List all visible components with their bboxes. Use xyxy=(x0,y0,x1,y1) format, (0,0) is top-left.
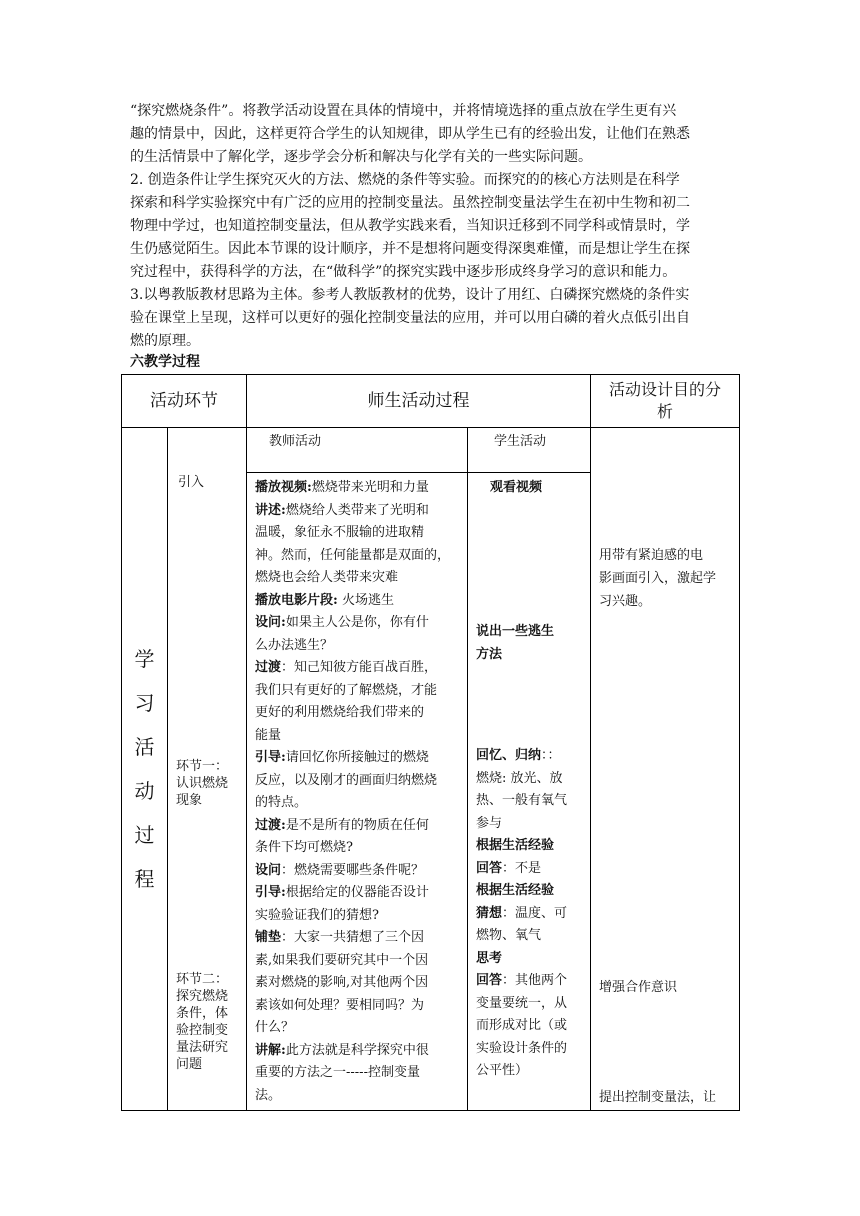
purpose-line: 影画面引入，激起学 xyxy=(599,571,717,586)
line-text: 变量要统一，从 xyxy=(476,995,568,1011)
vertical-label-char: 习 xyxy=(134,691,155,715)
purpose-control-variable: 提出控制变量法，让 xyxy=(599,1090,717,1105)
line-text: ：不是 xyxy=(502,860,542,876)
paragraph-line: 验在课堂上呈现，这样可以更好的强化控制变量法的应用，并可以用白磷的着火点低引出自 xyxy=(130,310,690,326)
header-process: 师生活动过程 xyxy=(247,375,591,428)
bold-keyword: 过渡: xyxy=(255,817,286,833)
subheader-student: 学生活动 xyxy=(494,434,547,449)
header-purpose: 活动设计目的分 析 xyxy=(591,375,740,428)
process-column xyxy=(247,428,591,1111)
line-text: ：大家一共猜想了三个因 xyxy=(281,930,425,945)
paragraph-line: 物理中学过，也知道控制变量法，但从教学实践来看，当知识迁移到不同学科或情景时，学 xyxy=(130,218,690,234)
line-text: 什么？ xyxy=(255,1020,295,1035)
stage-column xyxy=(168,428,246,1110)
line-text: ：知己知彼方能百战百胜， xyxy=(281,660,438,675)
text-line xyxy=(476,858,567,881)
stage-line: 探究燃烧 xyxy=(176,989,229,1004)
line-text: 此方法就是科学探究中很 xyxy=(285,1042,429,1058)
stage-line: 验控制变 xyxy=(176,1023,229,1038)
vertical-label-char: 学 xyxy=(134,647,155,671)
stage-intro: 引入 xyxy=(178,475,205,490)
line-text: 根据给定的仪器能否设计 xyxy=(285,885,429,900)
text-line xyxy=(255,1085,463,1108)
purpose-line: 用带有紧迫感的电 xyxy=(599,548,704,563)
line-text: 素,如果我们要研究其中一个因 xyxy=(255,952,429,968)
paragraph-line: 燃的原理。 xyxy=(130,333,200,349)
bold-keyword: 讲解: xyxy=(255,1042,286,1058)
vertical-label-cell xyxy=(122,428,168,1110)
line-text: ：温度、可 xyxy=(502,905,568,921)
text-line xyxy=(476,1015,567,1038)
student-watch: 观看视频 xyxy=(490,480,543,495)
text-line xyxy=(476,745,567,768)
stage-line: 问题 xyxy=(176,1057,203,1072)
line-text: 更好的利用燃烧给我们带来的 xyxy=(255,705,425,720)
bold-keyword: 播放电影片段: xyxy=(255,592,338,608)
line-text: 燃烧带来光明和力量 xyxy=(311,480,429,495)
line-text: 温暖，象征永不服输的进取精 xyxy=(255,525,425,540)
text-line xyxy=(255,860,463,883)
escape-line: 方法 xyxy=(476,646,503,662)
text-line xyxy=(255,770,463,793)
text-line xyxy=(255,972,463,995)
stage-two xyxy=(176,971,228,1073)
text-line xyxy=(255,657,463,680)
teaching-process-table xyxy=(121,374,740,1111)
vertical-label xyxy=(135,637,155,901)
text-line xyxy=(255,500,463,523)
text-line xyxy=(255,927,463,950)
bold-keyword: 设问: xyxy=(255,615,286,630)
text-line xyxy=(255,792,463,815)
text-line xyxy=(255,882,463,905)
text-line xyxy=(255,590,463,613)
teacher-activity-cell xyxy=(247,473,468,1110)
line-text: 的特点。 xyxy=(255,795,308,810)
text-line xyxy=(255,905,463,928)
table-header-row xyxy=(122,375,740,428)
bold-keyword: 回答 xyxy=(476,860,503,876)
line-text: ：燃烧需要哪些条件呢？ xyxy=(281,862,425,878)
line-text: 能量 xyxy=(255,727,282,743)
line-text: 燃烧: 放光、放 xyxy=(476,770,563,786)
paragraph-line: 生仍感觉陌生。因此本节课的设计顺序，并不是想将问题变得深奥难懂，而是想让学生在探 xyxy=(130,241,690,257)
text-line xyxy=(255,995,463,1018)
line-text: 反应，以及刚才的画面归纳燃烧 xyxy=(255,772,438,788)
text-line xyxy=(255,837,463,860)
vertical-label-char: 程 xyxy=(134,867,155,891)
purpose-line: 习兴趣。 xyxy=(599,594,652,609)
line-text: 么办法逃生？ xyxy=(255,637,334,653)
text-line xyxy=(255,635,463,658)
text-line xyxy=(476,813,567,836)
text-line xyxy=(255,522,463,545)
bold-keyword: 根据生活经验 xyxy=(476,838,555,853)
text-line xyxy=(476,880,567,903)
stage-line: 量法研究 xyxy=(176,1040,229,1055)
text-line xyxy=(476,1038,567,1061)
line-text: 神。然而，任何能量都是双面的， xyxy=(255,547,451,563)
text-line xyxy=(255,545,463,568)
stage-one xyxy=(176,758,228,809)
stage-line: 环节一： xyxy=(176,759,229,774)
bold-keyword: 过渡 xyxy=(255,660,282,675)
stage-line: 认识燃烧 xyxy=(176,776,229,791)
paragraph-line: 趣的情景中，因此，这样更符合学生的认知规律，即从学生已有的经验出发，让他们在熟悉 xyxy=(130,126,690,142)
bold-keyword: 讲述: xyxy=(255,502,286,518)
line-text: 我们只有更好的了解燃烧，才能 xyxy=(255,682,438,698)
vertical-label-char: 过 xyxy=(134,823,155,847)
text-line xyxy=(255,680,463,703)
student-recall xyxy=(476,745,567,1083)
line-text: 条件下均可燃烧? xyxy=(255,840,353,855)
student-activity-cell xyxy=(468,473,590,1110)
section-heading: 六教学过程 xyxy=(130,354,200,370)
subheader-teacher: 教师活动 xyxy=(247,428,468,472)
activity-column xyxy=(122,428,247,1111)
line-text: 实验验证我们的猜想? xyxy=(255,907,379,923)
bold-keyword: 引导: xyxy=(255,885,286,900)
bold-keyword: 铺垫 xyxy=(255,930,282,945)
text-line xyxy=(255,1017,463,1040)
text-line xyxy=(476,768,567,791)
line-text: 火场逃生 xyxy=(337,592,394,608)
line-text: 燃烧给人类带来了光明和 xyxy=(285,502,429,518)
table-body-row xyxy=(122,428,740,1111)
text-line xyxy=(255,1040,463,1063)
text-line xyxy=(255,612,463,635)
purpose-intro xyxy=(599,544,716,613)
line-text: 是不是所有的物质在任何 xyxy=(285,817,429,833)
text-line xyxy=(255,477,463,500)
paragraph-line: “探究燃烧条件”。将教学活动设置在具体的情境中，并将情境选择的重点放在学生更有兴 xyxy=(130,103,677,119)
text-line xyxy=(476,790,567,813)
line-text: 实验设计条件的 xyxy=(476,1040,568,1056)
line-text: 燃物、氧气 xyxy=(476,928,542,943)
paragraph-line: 究过程中，获得科学的方法，在“做科学”的探究实践中逐步形成终身学习的意识和能力。 xyxy=(130,264,677,280)
paragraph-line: 探索和科学实验探究中有广泛的应用的控制变量法。虽然控制变量法学生在初中生物和初二 xyxy=(130,195,690,211)
escape-line: 说出一些逃生 xyxy=(476,624,555,639)
vertical-label-char: 动 xyxy=(134,779,155,803)
stage-line: 环节二： xyxy=(176,972,229,987)
text-line xyxy=(476,993,567,1016)
text-line xyxy=(255,702,463,725)
purpose-column xyxy=(591,428,740,1111)
line-text: 参与 xyxy=(476,815,503,831)
bold-keyword: 思考 xyxy=(476,950,503,966)
line-text: 请回忆你所接触过的燃烧 xyxy=(285,750,429,765)
paragraph-line: 的生活情景中了解化学，逐步学会分析和解决与化学有关的一些实际问题。 xyxy=(130,149,592,165)
bold-keyword: 设问 xyxy=(255,862,282,878)
line-text: ：其他两个 xyxy=(502,973,568,988)
text-line xyxy=(255,815,463,838)
paragraph-line: 3.以粤教版教材思路为主体。参考人教版教材的优势，设计了用红、白磷探究燃烧的条件实 xyxy=(130,287,690,303)
text-line xyxy=(255,747,463,770)
line-text: 而形成对比（或 xyxy=(476,1018,568,1033)
line-text: 素对燃烧的影响,对其他两个因 xyxy=(255,975,429,990)
text-line xyxy=(476,835,567,858)
line-text: 如果主人公是你，你有什 xyxy=(285,615,429,630)
paragraph-line: 2. 创造条件让学生探究灭火的方法、燃烧的条件等实验。而探究的的核心方法则是在科学 xyxy=(130,172,680,188)
line-text: 燃烧也会给人类带来灾难 xyxy=(255,570,399,585)
stage-line: 条件，体 xyxy=(176,1006,229,1021)
line-text: 素该如何处理？要相同吗？为 xyxy=(255,997,425,1013)
text-line xyxy=(476,970,567,993)
bold-keyword: 根据生活经验 xyxy=(476,883,555,898)
vertical-label-char: 活 xyxy=(134,735,155,759)
text-line xyxy=(255,950,463,973)
text-line xyxy=(476,1060,567,1083)
bold-keyword: 猜想 xyxy=(476,905,503,921)
text-line xyxy=(476,925,567,948)
header-activity: 活动环节 xyxy=(122,375,247,428)
stage-line: 现象 xyxy=(176,793,203,808)
intro-paragraph xyxy=(130,100,740,353)
student-escape xyxy=(476,621,554,666)
text-line xyxy=(255,1062,463,1085)
text-line xyxy=(476,948,567,971)
bold-keyword: 回答 xyxy=(476,973,503,988)
line-text: ：： xyxy=(541,748,561,763)
line-text: 重要的方法之一-----控制变量 xyxy=(255,1065,420,1080)
bold-keyword: 回忆、归纳 xyxy=(476,748,542,763)
line-text: 法。 xyxy=(255,1087,282,1103)
purpose-cooperation: 增强合作意识 xyxy=(599,980,678,995)
line-text: 热、一般有氧气 xyxy=(476,793,568,808)
text-line xyxy=(255,567,463,590)
text-line xyxy=(255,725,463,748)
bold-keyword: 播放视频: xyxy=(255,480,312,495)
bold-keyword: 引导: xyxy=(255,750,286,765)
text-line xyxy=(476,903,567,926)
line-text: 公平性） xyxy=(476,1063,529,1078)
